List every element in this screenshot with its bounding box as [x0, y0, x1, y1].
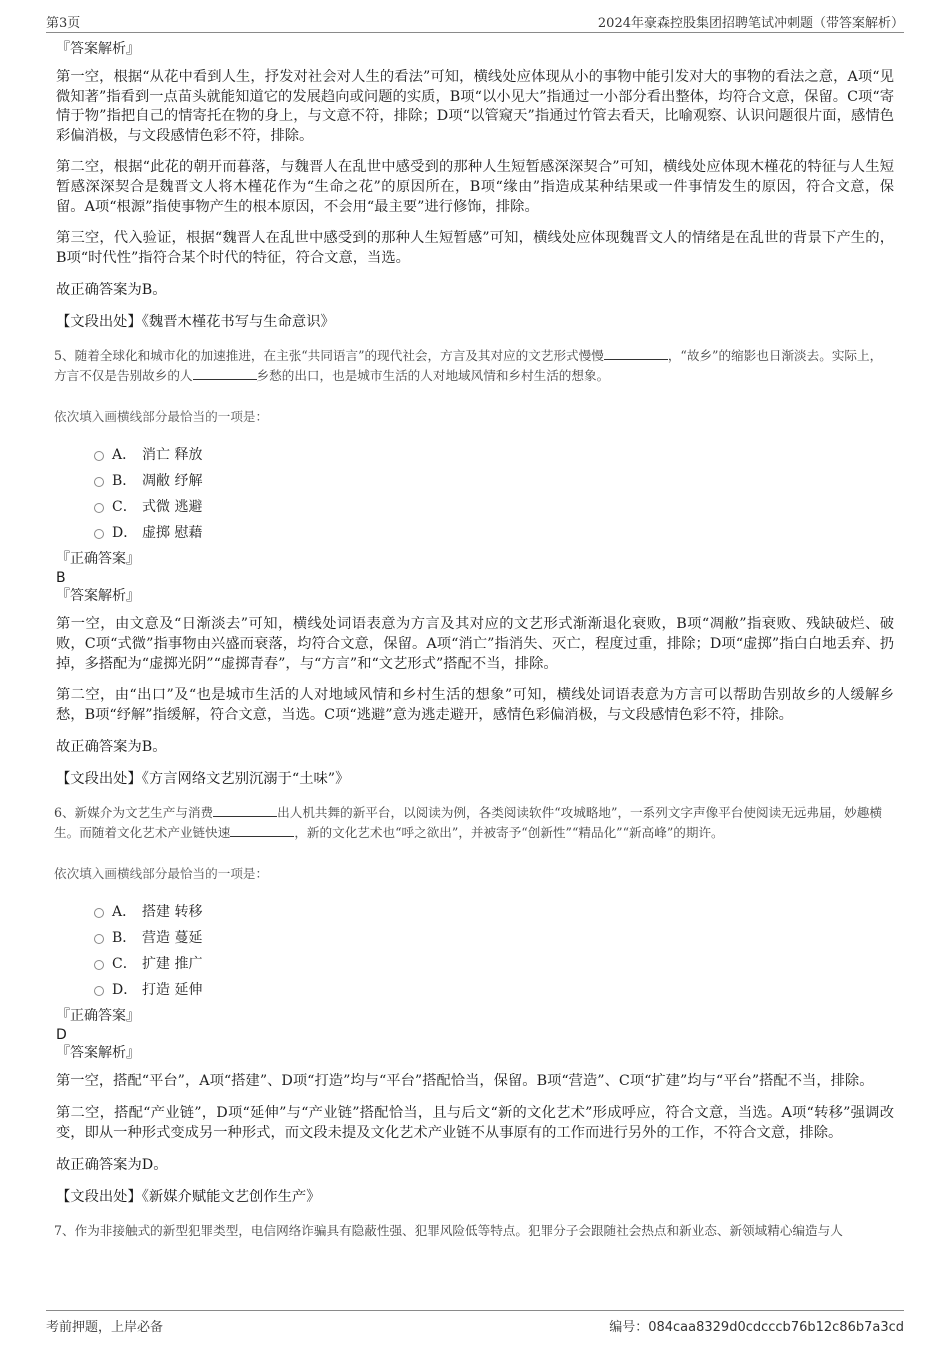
correct-answer: D — [56, 1027, 67, 1044]
analysis-label: 『答案解析』 — [56, 1045, 140, 1062]
passage-source: 【文段出处】《新媒介赋能文艺创作生产》 — [56, 1189, 321, 1206]
final-answer: 故正确答案为D。 — [56, 1157, 168, 1174]
radio-icon[interactable] — [94, 529, 104, 539]
document-code: 编号：084caa8329d0cdcccb76b12c86b7a3cd — [609, 1320, 904, 1335]
analysis-paragraph: 第二空，根据“此花的朝开而暮落，与魏晋人在乱世中感受到的那种人生短暂感深深契合”可知，横线处应体现木槿花的特征与人生短暂感深深契合是魏晋文人将木槿花作为“生命之花”的原因所在，B项“缘由”指造成某种结果或一件事情发生的原因，符合文意，保留。A项“根源”指使事物产生的根本原因，不会用“最主要”进行修饰，排除。 — [56, 159, 894, 215]
correct-answer-label: 『正确答案』 — [56, 1008, 140, 1025]
radio-icon[interactable] — [94, 477, 104, 487]
radio-icon[interactable] — [94, 934, 104, 944]
fill-blank — [230, 823, 294, 837]
option-b[interactable]: B． 营造 蔓延 — [94, 925, 894, 951]
option-c[interactable]: C． 式微 逃避 — [94, 494, 894, 520]
option-a[interactable]: A． 搭建 转移 — [94, 899, 894, 925]
analysis-label: 『答案解析』 — [56, 588, 140, 605]
fill-blank — [193, 366, 257, 380]
page-footer — [46, 1310, 904, 1335]
correct-answer: B — [56, 570, 66, 587]
radio-icon[interactable] — [94, 451, 104, 461]
question-7-text: 7、作为非接触式的新型犯罪类型，电信网络诈骗具有隐蔽性强、犯罪风险低等特点。犯罪分子会跟随社会热点和新业态、新领域精心编造与人 — [54, 1223, 843, 1239]
radio-icon[interactable] — [94, 986, 104, 996]
passage-source: 【文段出处】《魏晋木槿花书写与生命意识》 — [56, 314, 335, 331]
radio-icon[interactable] — [94, 908, 104, 918]
final-answer: 故正确答案为B。 — [56, 282, 167, 299]
page-header — [46, 12, 904, 33]
analysis-paragraph: 第一空，由文意及“日渐淡去”可知，横线处词语表意为方言及其对应的文艺形式渐渐退化衰败，B项“凋敝”指衰败、残缺破烂、破败，C项“式微”指事物由兴盛而衰落，均符合文意，保留。A项“消亡”指消失、灭亡，程度过重，排除；D项“虚掷”指白白地丢弃、扔掉，多搭配为“虚掷光阴”“虚掷青春”，与“方言”和“文艺形式”搭配不当，排除。 — [56, 616, 894, 672]
analysis-paragraph: 第一空，搭配“平台”，A项“搭建”、D项“打造”均与“平台”搭配恰当，保留。B项“营造”、C项“扩建”均与“平台”搭配不当，排除。 — [56, 1073, 874, 1090]
option-d[interactable]: D． 虚掷 慰藉 — [94, 520, 894, 546]
question-5-text: 5、随着全球化和城市化的加速推进，在主张“共同语言”的现代社会，方言及其对应的文艺形式慢慢 ，“故乡”的缩影也日渐淡去。实际上，方言不仅是告别故乡的人 乡愁的出口，也是城市生活的人对地域风情和乡村生活的想象。 — [54, 348, 883, 384]
question-prompt: 依次填入画横线部分最恰当的一项是： — [54, 866, 269, 882]
question-6-text: 6、新媒介为文艺生产与消费 出人机共舞的新平台，以阅读为例，各类阅读软件“攻城略地”，一系列文字声像平台使阅读无远弗届，妙趣横生。而随着文化艺术产业链快速 ，新的文化艺术也“呼之欲出”，并被寄予“创新性”“精品化”“新高峰”的期许。 — [54, 805, 882, 841]
footer-slogan: 考前押题，上岸必备 — [46, 1320, 164, 1335]
analysis-paragraph: 第一空，根据“从花中看到人生，抒发对社会对人生的看法”可知，横线处应体现从小的事物中能引发对大的事物的看法之意，A项“见微知著”指看到一点苗头就能知道它的发展趋向或问题的实质，B项“以小见大”指通过一小部分看出整体，均符合文意，保留。C项“寄情于物”指把自己的情寄托在物的身上，与文意不符，排除；D项“以管窥天”指通过竹管去看天，比喻观察、认识问题很片面，感情色彩偏消极，与文段感情色彩不符，排除。 — [56, 69, 894, 144]
document-title: 2024年豪森控股集团招聘笔试冲刺题（带答案解析） — [597, 16, 904, 31]
passage-source: 【文段出处】《方言网络文艺别沉溺于“土味”》 — [56, 771, 350, 788]
correct-answer-label: 『正确答案』 — [56, 551, 140, 568]
options-list — [94, 442, 894, 546]
analysis-paragraph: 第二空，搭配“产业链”，D项“延伸”与“产业链”搭配恰当，且与后文“新的文化艺术”形成呼应，符合文意，当选。A项“转移”强调改变，即从一种形式变成另一种形式，而文段未提及文化艺术产业链不从事原有的工作而进行另外的工作，不符合文意，排除。 — [56, 1104, 894, 1141]
question-prompt: 依次填入画横线部分最恰当的一项是： — [54, 409, 269, 425]
options-list — [94, 899, 894, 1003]
analysis-paragraph: 第二空，由“出口”及“也是城市生活的人对地域风情和乡村生活的想象”可知，横线处词语表意为方言可以帮助告别故乡的人缓解乡愁，B项“纾解”指缓解，符合文意，当选。C项“逃避”意为逃走避开，感情色彩偏消极，与文段感情色彩不符，排除。 — [56, 687, 894, 723]
final-answer: 故正确答案为B。 — [56, 739, 167, 756]
document-body — [56, 40, 894, 1241]
fill-blank — [604, 346, 668, 360]
option-b[interactable]: B． 凋敝 纾解 — [94, 468, 894, 494]
fill-blank — [213, 803, 277, 817]
analysis-paragraph: 第三空，代入验证，根据“魏晋人在乱世中感受到的那种人生短暂感”可知，横线处应体现魏晋文人的情绪是在乱世的背景下产生的，B项“时代性”指符合某个时代的特征，符合文意，当选。 — [56, 230, 894, 266]
option-c[interactable]: C． 扩建 推广 — [94, 951, 894, 977]
analysis-label: 『答案解析』 — [56, 41, 140, 57]
option-d[interactable]: D． 打造 延伸 — [94, 977, 894, 1003]
radio-icon[interactable] — [94, 503, 104, 513]
option-a[interactable]: A． 消亡 释放 — [94, 442, 894, 468]
radio-icon[interactable] — [94, 960, 104, 970]
page-number: 第3页 — [46, 16, 81, 31]
